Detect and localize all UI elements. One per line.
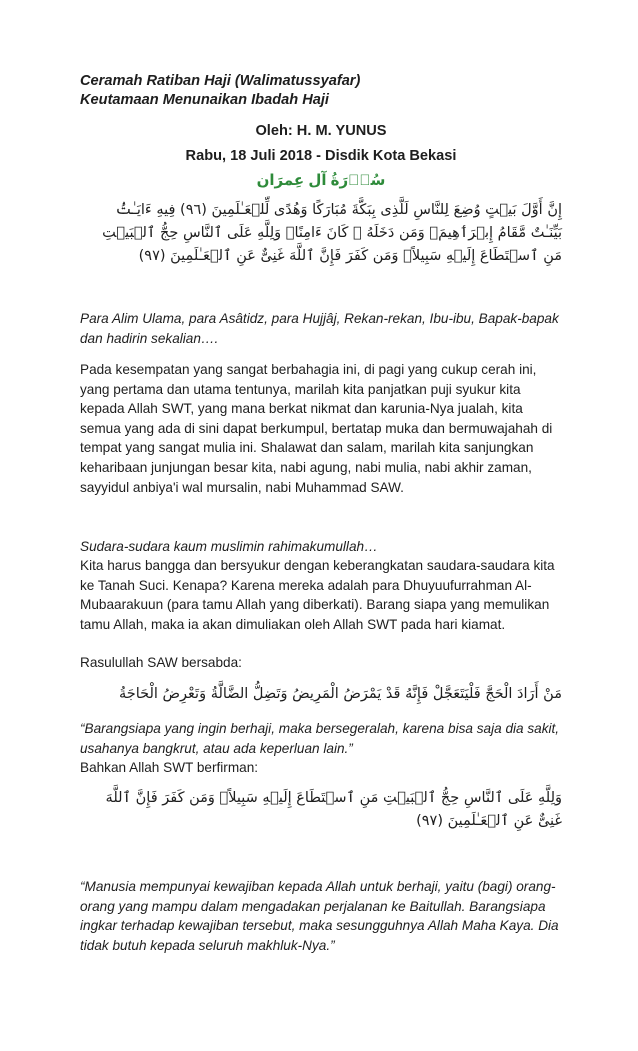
quran-intro: Bahkan Allah SWT berfirman:	[80, 760, 259, 775]
hadith-intro: Rasulullah SAW bersabda:	[80, 655, 242, 670]
title-line-1: Ceramah Ratiban Haji (Walimatussyafar)	[80, 73, 361, 89]
ayah-97-translation: “Manusia mempunyai kewajiban kepada Allah untuk berhaji, yaitu (bagi) orang-orang yang mampu dalam mengadakan perjalanan ke Baitullah. Barangsiapa ingkar terhadap kewajiban tersebut, maka sesungguhnya Allah Maha Kaya. Dia tidak butuh kepada seluruh makhluk-Nya.”	[80, 879, 559, 953]
date-place-line: Rabu, 18 Juli 2018 - Disdik Kota Bekasi	[185, 148, 457, 164]
greeting-paragraph: Para Alim Ulama, para Asâtidz, para Hujjâj, Rekan-rekan, Ibu-ibu, Bapak-bapak dan hadirin sekalian….	[80, 311, 559, 346]
surah-title: سُوۡرَةُ آل عِمرَان	[256, 172, 386, 189]
title-line-2: Keutamaan Menunaikan Ibadah Haji	[80, 91, 329, 108]
author-line: Oleh: H. M. YUNUS	[255, 123, 387, 139]
document-title	[80, 72, 562, 109]
hadith-translation: “Barangsiapa yang ingin berhaji, maka bersegeralah, karena bisa saja dia sakit, usahanya bangkrut, atau ada keperluan lain.”	[80, 721, 560, 756]
hadith-arabic: مَنْ أَرَادَ الْحَجَّ فَلْيَتَعَجَّلْ فَإِنَّهُ قَدْ يَمْرَضُ الْمَرِيضُ وَتَضِلُّ الضَّالَّةُ وَتَعْرِضُ الْحَاجَةُ	[118, 686, 562, 702]
opening-paragraph: Pada kesempatan yang sangat berbahagia ini, di pagi yang cukup cerah ini, yang pertama dan utama tentunya, marilah kita panjatkan puji syukur kita kepada Allah SWT, yang mana berkat nikmat dan karunia-Nya jualah, kita semua yang ada di sini dapat berkumpul, bertatap muka dan bermuwajahah di tempat yang sangat mulia ini. Shalawat dan salam, marilah kita sanjungkan keharibaan junjungan besar kita, nabi agung, nabi mulia, nabi akhir zaman, sayyidul anbiya'i wal mursalin, nabi Muhammad SAW.	[80, 362, 553, 495]
ayah-97: وَلِلَّهِ عَلَى ٱلنَّاسِ حِجُّ ٱلۡبَيۡتِ مَنِ ٱسۡتَطَاعَ إِلَيۡهِ سَبِيلاً‌ۚ وَمَن كَفَرَ فَإِنَّ ٱللَّهَ غَنِىٌّ عَنِ ٱلۡعَـٰلَمِينَ (٩٧)	[105, 790, 562, 829]
ayah-96-97: إِنَّ أَوَّلَ بَيۡتٍ وُضِعَ لِلنَّاسِ لَلَّذِى بِبَكَّةَ مُبَارَكًا وَهُدًى لِّلۡعَـٰلَمِينَ (٩٦) فِيهِ ءَايَـٰتُۢ بَيِّنَـٰتٌ مَّقَامُ إِبۡرَٲهِيمَ‌ۖ وَمَن دَخَلَهُ ۥ كَانَ ءَامِنًا‌ۗ وَلِلَّهِ عَلَى ٱلنَّاسِ حِجُّ ٱلۡبَيۡتِ مَنِ ٱسۡتَطَاعَ إِلَيۡهِ سَبِيلاً‌ۚ وَمَن كَفَرَ فَإِنَّ ٱللَّهَ غَنِىٌّ عَنِ ٱلۡعَـٰلَمِينَ (٩٧)	[102, 202, 562, 264]
pride-paragraph: Kita harus bangga dan bersyukur dengan keberangkatan saudara-saudara kita ke Tanah Suci. Kenapa? Karena mereka adalah para Dhuyuufurrahman Al-Mubaarakuun (para tamu Allah yang diberkati). Barang siapa yang memulikan tamu Allah, maka ia akan dimuliakan oleh Allah SWT pada hari kiamat.	[80, 558, 555, 632]
address-line: Sudara-sudara kaum muslimin rahimakumullah…	[80, 539, 378, 554]
